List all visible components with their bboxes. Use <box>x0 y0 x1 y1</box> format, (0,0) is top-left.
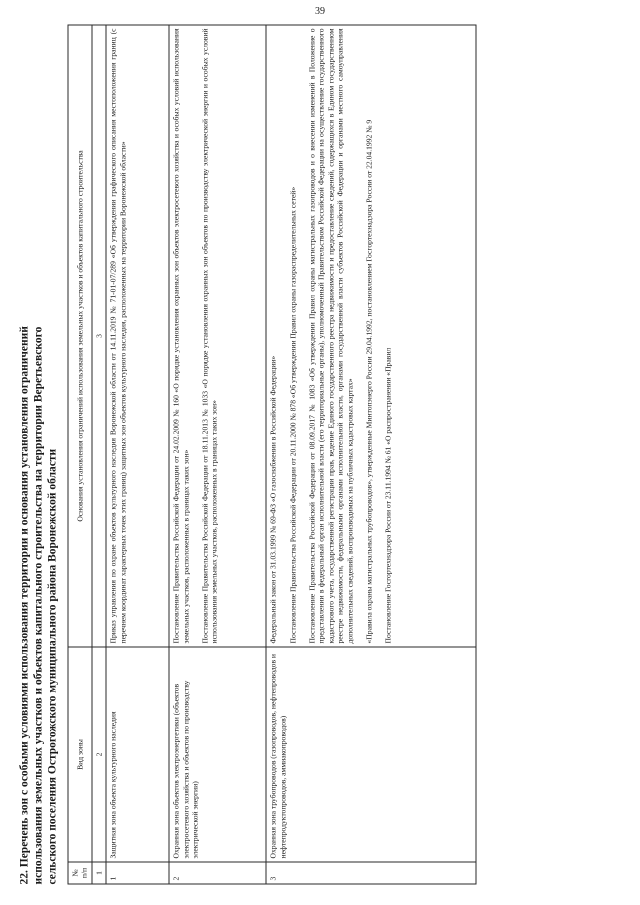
page-number: 39 <box>315 6 325 17</box>
document-title <box>18 25 60 885</box>
zone-type-cell: Защитная зона объекта культурного наследия <box>106 647 169 862</box>
table-row <box>106 25 169 884</box>
basis-cell <box>106 25 169 647</box>
title-line: использования земельных участков и объектов капитального строительства на территории Веретьевского <box>32 326 45 885</box>
column-number: 3 <box>92 25 106 647</box>
table-row <box>169 25 266 884</box>
basis-entry: Постановление Правительства Российской Федерации от 18.11.2013 № 1033 «О порядке установления охранных зон объектов по производству электрической энергии и особых условий использования земельных участков, расположенных в границах таких зон» <box>200 28 219 644</box>
row-number: 1 <box>106 862 169 884</box>
row-number: 2 <box>169 862 266 884</box>
title-line: сельского поселения Острогожского муниципального района Воронежской области <box>46 448 59 885</box>
column-number: 2 <box>92 647 106 862</box>
zones-table <box>68 25 477 885</box>
rotated-page-content <box>18 25 543 885</box>
basis-cell <box>266 25 476 647</box>
header-basis: Основания установления ограничений использования земельных участков и объектов капитального строительства <box>68 25 92 647</box>
title-line: 22. Перечень зон с особыми условиями использования территории и основания установления ограничений <box>18 326 31 885</box>
basis-entry: Постановление Правительства Российской Федерации от 08.09.2017 № 1083 «Об утверждении Правил охраны магистральных газопроводов и о внесении изменений в Положение о представлении в федеральный орган исполнительной власти (его территориальные органы), уполномоченный Правительством Российской Федерации на осуществление государственного кадастрового учета, государственной регистрации прав, ведение Единого государственного реестра недвижимости и предоставление сведений, содержащихся в Едином государственном реестре недвижимости, федеральными органами исполнительной власти, органами государственной власти субъектов Российской Федерации и органами местного самоуправления дополнительных сведений, воспроизводимых на публичных кадастровых картах» <box>307 28 355 644</box>
basis-entry: Постановление Правительства Российской Федерации от 20.11.2000 № 878 «Об утверждении Правил охраны газораспределительных сетей» <box>288 186 298 644</box>
basis-entry: Постановление Госгортехнадзора России от 23.11.1994 № 61 «О распространении «Правил <box>383 347 393 644</box>
basis-entry: Приказ управления по охране объектов культурного наследия Воронежской области от 14.11.2019 № 71-01-07/289 «Об утверждении графического описания местоположения границ (с перечнем координат характерных точек этих границ) защитных зон объектов культурного наследия, расположенных на территории Воронежской области» <box>108 28 128 644</box>
basis-cell <box>169 25 266 647</box>
header-zone-type: Вид зоны <box>68 647 92 862</box>
column-number: 1 <box>92 862 106 884</box>
table-header-row <box>68 25 92 884</box>
basis-entry: «Правила охраны магистральных трубопроводов», утвержденные Минтопэнерго России 29.04.1992, постановлением Госгортехнадзора России от 22.04.1992 № 9 <box>364 119 374 644</box>
zone-type-cell: Охранная зона объектов электроэнергетики (объектов электросетевого хозяйства и объектов по производству электрической энергии) <box>169 647 266 862</box>
row-number: 3 <box>266 862 476 884</box>
header-num: № п/п <box>68 862 92 884</box>
basis-entry: Федеральный закон от 31.03.1999 № 69-ФЗ «О газоснабжении в Российской Федерации» <box>268 355 278 644</box>
table-row <box>266 25 476 884</box>
column-number-row <box>92 25 106 884</box>
zone-type-cell: Охранная зона трубопроводов (газопроводов, нефтепроводов и нефтепродуктопроводов, аммиакопроводов) <box>266 647 476 862</box>
basis-entry: Постановление Правительства Российской Федерации от 24.02.2009 № 160 «О порядке установления охранных зон объектов электросетевого хозяйства и особых условий использования земельных участков, расположенных в границах таких зон» <box>171 28 191 644</box>
